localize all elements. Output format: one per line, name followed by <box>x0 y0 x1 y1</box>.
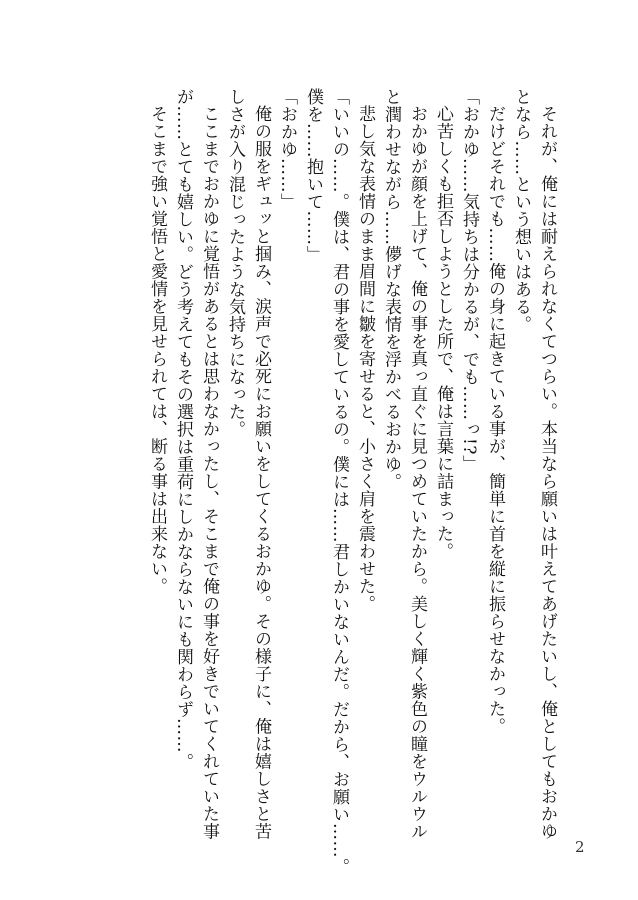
text-line: 俺の服をギュッと掴み、涙声で必死にお願いをしてくるおかゆ。その様子に、俺は嬉しさと苦 <box>251 105 271 840</box>
page-number: 2 <box>575 838 585 856</box>
text-line: しさが入り混じったような気持ちになった。 <box>225 88 245 438</box>
text-line: 僕を……抱いて……」 <box>303 88 323 263</box>
text-line: 「おかゆ……」 <box>277 88 297 211</box>
text-line: と潤わせながら……儚げな表情を浮かべるおかゆ。 <box>381 88 401 491</box>
text-line: おかゆが顔を上げて、俺の事を真っ直ぐに見つめていたから。美しく輝く紫色の瞳をウルウル <box>407 105 427 840</box>
text-line: それが、俺には耐えられなくてつらい。本当なら願いは叶えてあげたいし、俺としてもおかゆ <box>537 105 557 840</box>
vertical-text-body <box>144 88 560 876</box>
text-line: ここまでおかゆに覚悟があるとは思わなかったし、そこまで俺の事を好きでいてくれていた事 <box>199 105 219 840</box>
text-line: となら……という想いはある。 <box>511 88 531 333</box>
text-line: だけどそれでも……俺の身に起きている事が、簡単に首を縦に振らせなかった。 <box>485 105 505 735</box>
text-line: 「いいの……。僕は、君の事を愛しているの。僕には……君しかいないんだ。だから、お願い……。 <box>329 88 349 876</box>
text-line: が……とても嬉しい。どう考えてもその選択は重荷にしかならないにも関わらず……。 <box>173 88 193 771</box>
text-line: 「おかゆ……気持ちは分かるが、でも……っ!?」 <box>459 88 479 473</box>
text-line: 心苦しくも拒否しようとした所で、俺は言葉に詰まった。 <box>433 105 453 560</box>
text-line: そこまで強い覚悟と愛情を見せられては、断る事は出来ない。 <box>147 105 167 595</box>
text-line: 悲し気な表情のまま眉間に皺を寄せると、小さく肩を震わせた。 <box>355 105 375 613</box>
